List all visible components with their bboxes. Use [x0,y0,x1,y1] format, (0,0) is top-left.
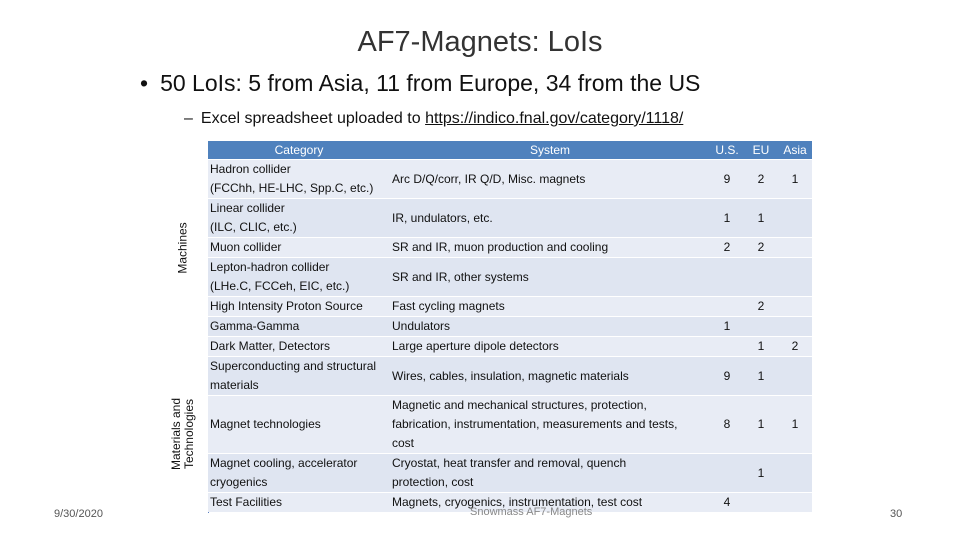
us-count: 8 [710,396,744,454]
us-count: 9 [710,160,744,199]
system-cell: Cryostat, heat transfer and removal, quench protection, cost [390,454,710,493]
category-cell: Magnet technologies [208,396,390,454]
indico-link[interactable]: https://indico.fnal.gov/category/1118/ [425,110,684,127]
category-cell: Magnet cooling, accelerator cryogenics [208,454,390,493]
eu-count: 2 [744,238,778,258]
category-cell: Hadron collider (FCChh, HE-LHC, Spp.C, etc.) [208,160,390,199]
materials-label-line2: Technologies [182,398,196,470]
asia-count [778,357,812,396]
table-row [208,317,812,337]
slide-title: AF7-Magnets: LoIs [357,26,603,58]
table-row [208,160,812,199]
system-cell: Large aperture dipole detectors [390,337,710,357]
system-cell: IR, undulators, etc. [390,199,710,238]
table-row [208,454,812,493]
system-cell: Magnets, cryogenics, instrumentation, test cost [390,493,710,513]
header-eu: EU [744,141,778,160]
sub-bullet-dash: – [184,110,193,127]
footer-event: Snowmass AF7-Magnets [470,506,593,518]
us-count [710,454,744,493]
page-number: 30 [890,508,903,520]
category-cell: Gamma-Gamma [208,317,390,337]
asia-count: 1 [778,160,812,199]
table-row [208,297,812,317]
asia-count: 1 [778,396,812,454]
header-us: U.S. [710,141,744,160]
table-header-row [208,141,812,160]
eu-count [744,493,778,513]
table-row [208,357,812,396]
system-cell: Undulators [390,317,710,337]
table-row [208,258,812,297]
us-count [710,337,744,357]
asia-count [778,454,812,493]
eu-count: 1 [744,396,778,454]
us-count: 1 [710,199,744,238]
main-bullet [140,70,700,97]
system-cell: Wires, cables, insulation, magnetic materials [390,357,710,396]
asia-count [778,493,812,513]
category-cell: Superconducting and structural materials [208,357,390,396]
eu-count [744,317,778,337]
asia-count: 2 [778,337,812,357]
category-cell: High Intensity Proton Source [208,297,390,317]
asia-count [778,238,812,258]
header-asia: Asia [778,141,812,160]
eu-count: 2 [744,297,778,317]
bullet-text: 50 LoIs: 5 from Asia, 11 from Europe, 34 from the US [160,70,701,96]
bullet-dot: • [140,70,149,96]
header-system: System [390,141,710,160]
materials-label [170,398,196,470]
footer-date: 9/30/2020 [54,508,103,520]
table-row [208,337,812,357]
table-row [208,396,812,454]
eu-count: 1 [744,357,778,396]
asia-count [778,297,812,317]
system-cell: SR and IR, other systems [390,258,710,297]
category-cell: Lepton-hadron collider (LHe.C, FCCeh, EIC, etc.) [208,258,390,297]
eu-count: 1 [744,199,778,238]
us-count: 1 [710,317,744,337]
materials-group [159,355,207,513]
us-count [710,258,744,297]
eu-count: 1 [744,337,778,357]
us-count: 4 [710,493,744,513]
category-cell: Muon collider [208,238,390,258]
table-row [208,199,812,238]
category-cell: Linear collider (ILC, CLIC, etc.) [208,199,390,238]
eu-count [744,258,778,297]
header-category: Category [208,141,390,160]
eu-count: 2 [744,160,778,199]
lois-table [208,141,812,512]
table-row [208,238,812,258]
sub-bullet [184,110,683,128]
machines-group [159,141,207,355]
asia-count [778,258,812,297]
asia-count [778,317,812,337]
us-count [710,297,744,317]
system-cell: Arc D/Q/corr, IR Q/D, Misc. magnets [390,160,710,199]
sub-bullet-text: Excel spreadsheet uploaded to [200,110,421,127]
system-cell: SR and IR, muon production and cooling [390,238,710,258]
us-count: 9 [710,357,744,396]
asia-count [778,199,812,238]
system-cell: Fast cycling magnets [390,297,710,317]
materials-label-line1: Materials and [169,397,183,471]
eu-count: 1 [744,454,778,493]
category-cell: Dark Matter, Detectors [208,337,390,357]
system-cell: Magnetic and mechanical structures, protection, fabrication, instrumentation, measurements and tests, cost [390,396,710,454]
category-cell: Test Facilities [208,493,390,513]
us-count: 2 [710,238,744,258]
machines-label: Machines [175,222,190,274]
